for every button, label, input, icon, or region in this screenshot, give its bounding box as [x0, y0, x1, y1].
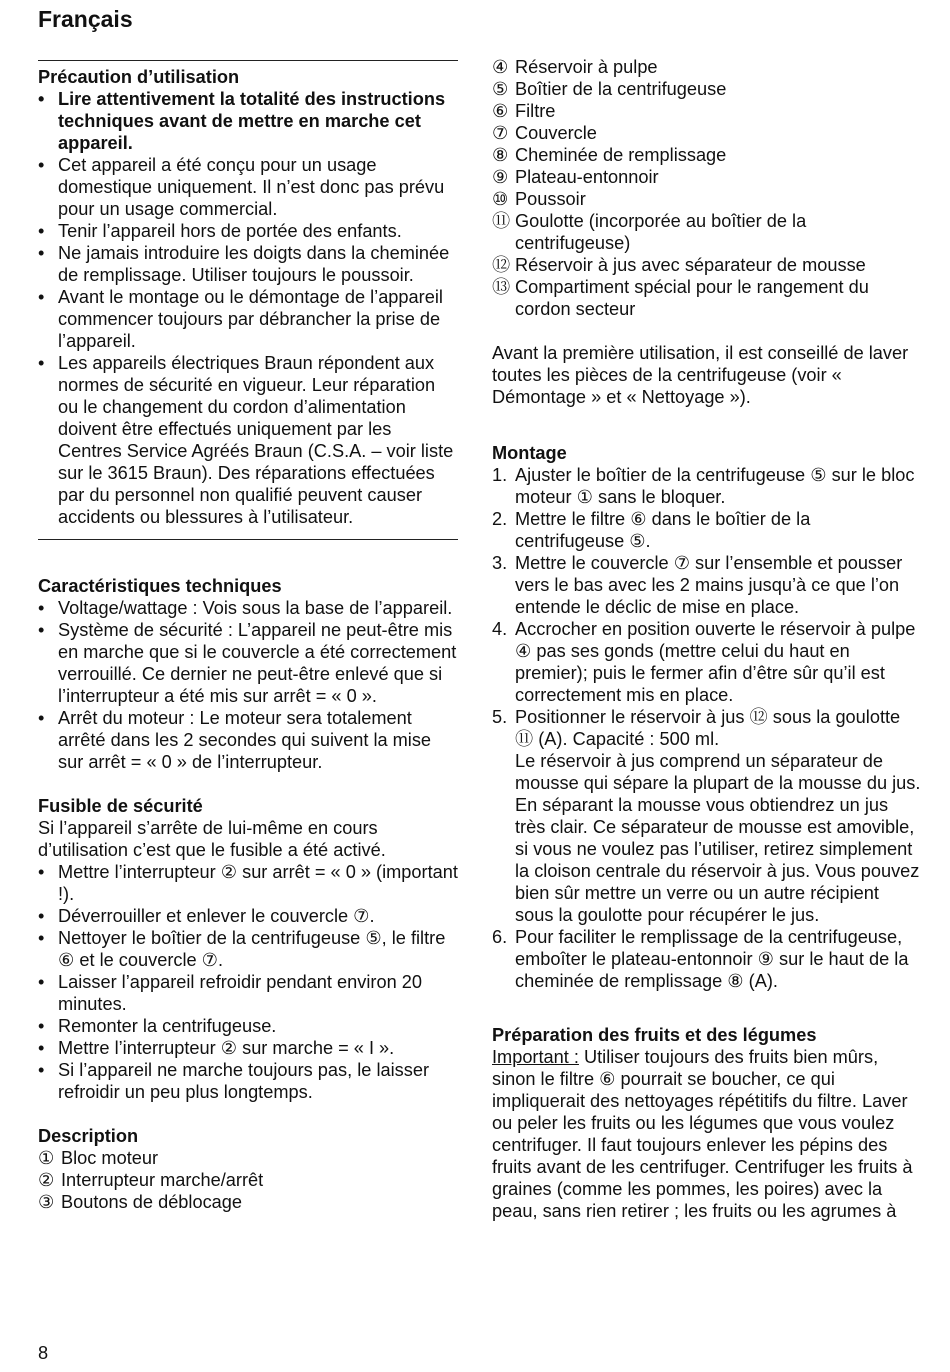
list-item [492, 210, 922, 254]
list-item: • Lire attentivement la totalité des instructions techniques avant de mettre en marche cet appareil. [38, 88, 458, 154]
item-number: ⑬ [492, 277, 511, 297]
list-item [492, 254, 922, 276]
section-precaution [38, 66, 458, 528]
item-text: Compartiment spécial pour le rangement du cordon secteur [515, 277, 869, 319]
first-use-note: Avant la première utilisation, il est conseillé de laver toutes les pièces de la centrifugeuse (voir « Démontage » et « Nettoyage »). [492, 343, 909, 407]
list-item: • Avant le montage ou le démontage de l’appareil commencer toujours par débrancher la prise de l’appareil. [38, 286, 458, 352]
item-text: Réservoir à pulpe [515, 57, 658, 77]
list-item: • Cet appareil a été conçu pour un usage domestique uniquement. Il n’est donc pas prévu pour un usage commercial. [38, 154, 458, 220]
list-item [492, 166, 922, 188]
important-label: Important : [492, 1047, 579, 1067]
section-title: Caractéristiques techniques [38, 576, 282, 596]
list-item: • Remonter la centrifugeuse. [38, 1015, 458, 1037]
item-number: ⑪ [492, 211, 511, 231]
section-title: Préparation des fruits et des légumes [492, 1025, 817, 1045]
list-item: • Nettoyer le boîtier de la centrifugeuse ⑤, le filtre ⑥ et le couvercle ⑦. [38, 927, 458, 971]
section-title: Montage [492, 443, 567, 463]
step-text: Pour faciliter le remplissage de la centrifugeuse, emboîter le plateau-entonnoir ⑨ sur le haut de la cheminée de remplissage ⑧ (A). [515, 927, 909, 991]
item-text: Plateau-entonnoir [515, 167, 659, 187]
step-item [492, 508, 922, 552]
precaution-list [38, 88, 458, 528]
list-item [492, 56, 922, 78]
montage-steps [492, 464, 922, 992]
item-text: Interrupteur marche/arrêt [61, 1170, 264, 1190]
page-number: 8 [38, 1343, 49, 1363]
step-item [492, 464, 922, 508]
right-column [492, 56, 922, 1222]
list-item: • Mettre l’interrupteur ② sur marche = « I ». [38, 1037, 458, 1059]
list-item [492, 122, 922, 144]
step-number: 2. [492, 509, 508, 529]
item-number: ⑨ [492, 167, 509, 187]
item-number: ④ [492, 57, 509, 77]
list-item [492, 276, 922, 320]
step-text: Mettre le filtre ⑥ dans le boîtier de la centrifugeuse ⑤. [515, 509, 811, 551]
section-title: Précaution d’utilisation [38, 67, 240, 87]
preparation-body: Utiliser toujours des fruits bien mûrs, sinon le filtre ⑥ pourrait se boucher, ce qui impliquerait des nettoyages répétitifs du filtre. Laver ou peler les fruits ou les légumes que vous voulez centrifuger. Il faut toujours enlever les pépins des fruits avant de les centrifuger. Centrifuger les fruits à graines (comme les pommes, les poires) avec la peau, sans rien retirer ; les fruits ou les agrumes à [492, 1047, 913, 1221]
list-item: • Ne jamais introduire les doigts dans la cheminée de remplissage. Utiliser toujours le poussoir. [38, 242, 458, 286]
preparation-text [492, 1046, 922, 1222]
list-item [38, 1147, 458, 1169]
divider [38, 60, 458, 61]
step-number: 3. [492, 553, 508, 573]
step-number: 6. [492, 927, 508, 947]
page-heading: Français [38, 6, 133, 32]
list-item: • Laisser l’appareil refroidir pendant environ 20 minutes. [38, 971, 458, 1015]
item-number: ⑫ [492, 255, 511, 275]
section-title: Description [38, 1126, 139, 1146]
list-item: • Les appareils électriques Braun répondent aux normes de sécurité en vigueur. Leur réparation ou le changement du cordon d’alimentation doivent être effectués uniquement par les Centres Service Agréés Braun (C.S.A. – voir liste sur le 3615 Braun). Des réparations effectuées par du personnel non qualifié peuvent causer accidents ou blessures à l’utilisateur. [38, 352, 458, 528]
step-text: Positionner le réservoir à jus ⑫ sous la goulotte ⑪ (A). Capacité : 500 ml. [515, 707, 901, 749]
item-text: Cheminée de remplissage [515, 145, 727, 165]
list-item [492, 100, 922, 122]
list-item: • Si l’appareil ne marche toujours pas, le laisser refroidir un peu plus longtemps. [38, 1059, 458, 1103]
step-number: 1. [492, 465, 508, 485]
list-item [492, 78, 922, 100]
item-text: Bloc moteur [61, 1148, 159, 1168]
divider [38, 539, 458, 540]
list-item [492, 188, 922, 210]
list-item [38, 1169, 458, 1191]
step-number: 5. [492, 707, 508, 727]
step-item [492, 706, 922, 926]
step-item [492, 618, 922, 706]
section-title: Fusible de sécurité [38, 796, 203, 816]
step-text: Mettre le couvercle ⑦ sur l’ensemble et pousser vers le bas avec les 2 mains jusqu’à ce que l’on entende le déclic de mise en place. [515, 553, 903, 617]
item-text: Poussoir [515, 189, 586, 209]
item-number: ⑥ [492, 101, 509, 121]
step-extra-text: Le réservoir à jus comprend un séparateur de mousse qui sépare la plupart de la mousse du jus. En séparant la mousse vous obtiendrez un jus très clair. Ce séparateur de mousse est amovible, si vous ne voulez pas l’utiliser, retirez simplement la cloison centrale du réservoir à jus. Vous pouvez bien sûr mettre un verre ou un autre récipient sous la goulotte pour récupérer le jus. [515, 751, 921, 925]
left-column [38, 60, 458, 1213]
list-item: • Déverrouiller et enlever le couvercle ⑦. [38, 905, 458, 927]
item-number: ① [38, 1148, 55, 1168]
fusible-intro: Si l’appareil s’arrête de lui-même en cours d’utilisation c’est que le fusible a été activé. [38, 818, 386, 860]
step-text: Accrocher en position ouverte le réservoir à pulpe ④ pas ses gonds (mettre celui du haut en premier); puis le fermer afin d’être sûr qu’il est correctement mis en place. [515, 619, 916, 705]
item-text: Goulotte (incorporée au boîtier de la centrifugeuse) [515, 211, 807, 253]
caracteristiques-list [38, 597, 458, 773]
item-number: ⑤ [492, 79, 509, 99]
section-description [38, 1125, 458, 1213]
step-number: 4. [492, 619, 508, 639]
step-item [492, 926, 922, 992]
item-number: ⑩ [492, 189, 509, 209]
item-text: Filtre [515, 101, 556, 121]
list-item [492, 144, 922, 166]
list-item: • Tenir l’appareil hors de portée des enfants. [38, 220, 458, 242]
item-number: ⑦ [492, 123, 509, 143]
item-text: Boîtier de la centrifugeuse [515, 79, 727, 99]
list-item: • Mettre l’interrupteur ② sur arrêt = « 0 » (important !). [38, 861, 458, 905]
item-text: Couvercle [515, 123, 597, 143]
item-number: ③ [38, 1192, 55, 1212]
section-montage [492, 442, 922, 992]
step-text: Ajuster le boîtier de la centrifugeuse ⑤ sur le bloc moteur ① sans le bloquer. [515, 465, 915, 507]
list-item: • Arrêt du moteur : Le moteur sera totalement arrêté dans les 2 secondes qui suivent la mise sur arrêt = « 0 » de l’interrupteur. [38, 707, 458, 773]
list-item: • Voltage/wattage : Vois sous la base de l’appareil. [38, 597, 458, 619]
item-text: Boutons de déblocage [61, 1192, 243, 1212]
section-fusible [38, 795, 458, 1103]
fusible-list [38, 861, 458, 1103]
description-list-continued [492, 56, 922, 320]
list-item [38, 1191, 458, 1213]
list-item: • Système de sécurité : L’appareil ne peut-être mis en marche que si le couvercle a été correctement verrouillé. Ce dernier ne peut-être enlevé que si l’interrupteur a été mis sur arrêt = « 0 ». [38, 619, 458, 707]
step-item [492, 552, 922, 618]
description-list [38, 1147, 458, 1213]
item-text: Réservoir à jus avec séparateur de mousse [515, 255, 866, 275]
section-preparation [492, 1024, 922, 1222]
item-number: ② [38, 1170, 55, 1190]
section-caracteristiques [38, 575, 458, 773]
item-number: ⑧ [492, 145, 509, 165]
